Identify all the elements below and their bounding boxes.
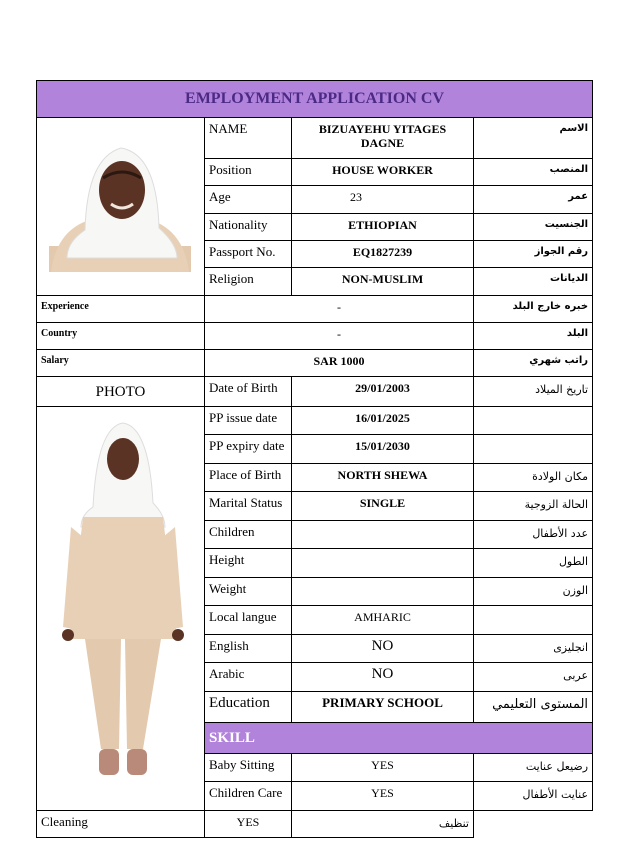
marital-status-label-ar: الحالة الزوجية (474, 492, 593, 520)
full-body-image (37, 407, 205, 807)
dob-label: Date of Birth (205, 377, 292, 407)
cv-table (36, 80, 593, 838)
education-value: PRIMARY SCHOOL (292, 691, 474, 723)
full-body-photo (37, 407, 205, 811)
weight-label: Weight (205, 577, 292, 605)
nationality-label-ar: الجنسيت (474, 213, 593, 240)
salary-label-ar: راتب شهري (474, 350, 593, 377)
skill-cleaning-label: Cleaning (37, 811, 205, 838)
passport-value: EQ1827239 (292, 241, 474, 268)
dob-value: 29/01/2003 (292, 377, 474, 407)
age-label-ar: عمر (474, 186, 593, 213)
english-label: English (205, 634, 292, 662)
english-value: NO (292, 634, 474, 662)
weight-value (292, 577, 474, 605)
skill-baby-sitting-label-ar: رضيعل عنايت (474, 753, 593, 781)
name-value: BIZUAYEHU YITAGES DAGNE (292, 118, 474, 159)
country-label-ar: البلد (474, 323, 593, 350)
weight-label-ar: الوزن (474, 577, 593, 605)
pp-issue-value: 16/01/2025 (292, 407, 474, 435)
arabic-label-ar: عربى (474, 663, 593, 691)
skill-header: SKILL (205, 723, 593, 754)
page-title: EMPLOYMENT APPLICATION CV (37, 81, 593, 118)
skill-cleaning-value: YES (205, 811, 292, 838)
marital-status-label: Marital Status (205, 492, 292, 520)
pp-expiry-value: 15/01/2030 (292, 435, 474, 463)
local-language-label-ar (474, 606, 593, 634)
skill-cleaning-label-ar: تنظيف (292, 811, 474, 838)
children-label: Children (205, 520, 292, 548)
skill-baby-sitting-label: Baby Sitting (205, 753, 292, 781)
arabic-value: NO (292, 663, 474, 691)
salary-label: Salary (37, 350, 205, 377)
nationality-label: Nationality (205, 213, 292, 240)
skill-children-care-label-ar: عنايت الأطفال (474, 782, 593, 811)
pp-expiry-label: PP expiry date (205, 435, 292, 463)
passport-label-ar: رقم الجواز (474, 241, 593, 268)
religion-label-ar: الديانات (474, 268, 593, 296)
experience-label-ar: خبره خارج البلد (474, 296, 593, 323)
place-of-birth-label-ar: مكان الولادة (474, 463, 593, 491)
education-label: Education (205, 691, 292, 723)
position-label-ar: المنصب (474, 158, 593, 185)
country-value: - (205, 323, 474, 350)
children-label-ar: عدد الأطفال (474, 520, 593, 548)
age-value: 23 (292, 186, 474, 213)
religion-value: NON-MUSLIM (292, 268, 474, 296)
experience-label: Experience (37, 296, 205, 323)
salary-value: SAR 1000 (205, 350, 474, 377)
country-label: Country (37, 323, 205, 350)
place-of-birth-value: NORTH SHEWA (292, 463, 474, 491)
photo-label: PHOTO (37, 377, 205, 407)
local-language-value: AMHARIC (292, 606, 474, 634)
name-label-ar: الاسم (474, 118, 593, 159)
marital-status-value: SINGLE (292, 492, 474, 520)
headshot-photo (37, 118, 205, 296)
children-value (292, 520, 474, 548)
passport-label: Passport No. (205, 241, 292, 268)
pp-issue-label: PP issue date (205, 407, 292, 435)
height-label: Height (205, 549, 292, 577)
dob-label-ar: تاريخ الميلاد (474, 377, 593, 407)
education-label-ar: المستوى التعليمي (474, 691, 593, 723)
skill-baby-sitting-value: YES (292, 753, 474, 781)
english-label-ar: انجليزى (474, 634, 593, 662)
skill-children-care-value: YES (292, 782, 474, 811)
religion-label: Religion (205, 268, 292, 296)
position-value: HOUSE WORKER (292, 158, 474, 185)
age-label: Age (205, 186, 292, 213)
position-label: Position (205, 158, 292, 185)
pp-expiry-label-ar (474, 435, 593, 463)
pp-issue-label-ar (474, 407, 593, 435)
name-label: NAME (205, 118, 292, 159)
height-label-ar: الطول (474, 549, 593, 577)
skill-children-care-label: Children Care (205, 782, 292, 811)
local-language-label: Local langue (205, 606, 292, 634)
experience-value: - (205, 296, 474, 323)
headshot-image (37, 118, 205, 292)
arabic-label: Arabic (205, 663, 292, 691)
height-value (292, 549, 474, 577)
place-of-birth-label: Place of Birth (205, 463, 292, 491)
nationality-value: ETHIOPIAN (292, 213, 474, 240)
